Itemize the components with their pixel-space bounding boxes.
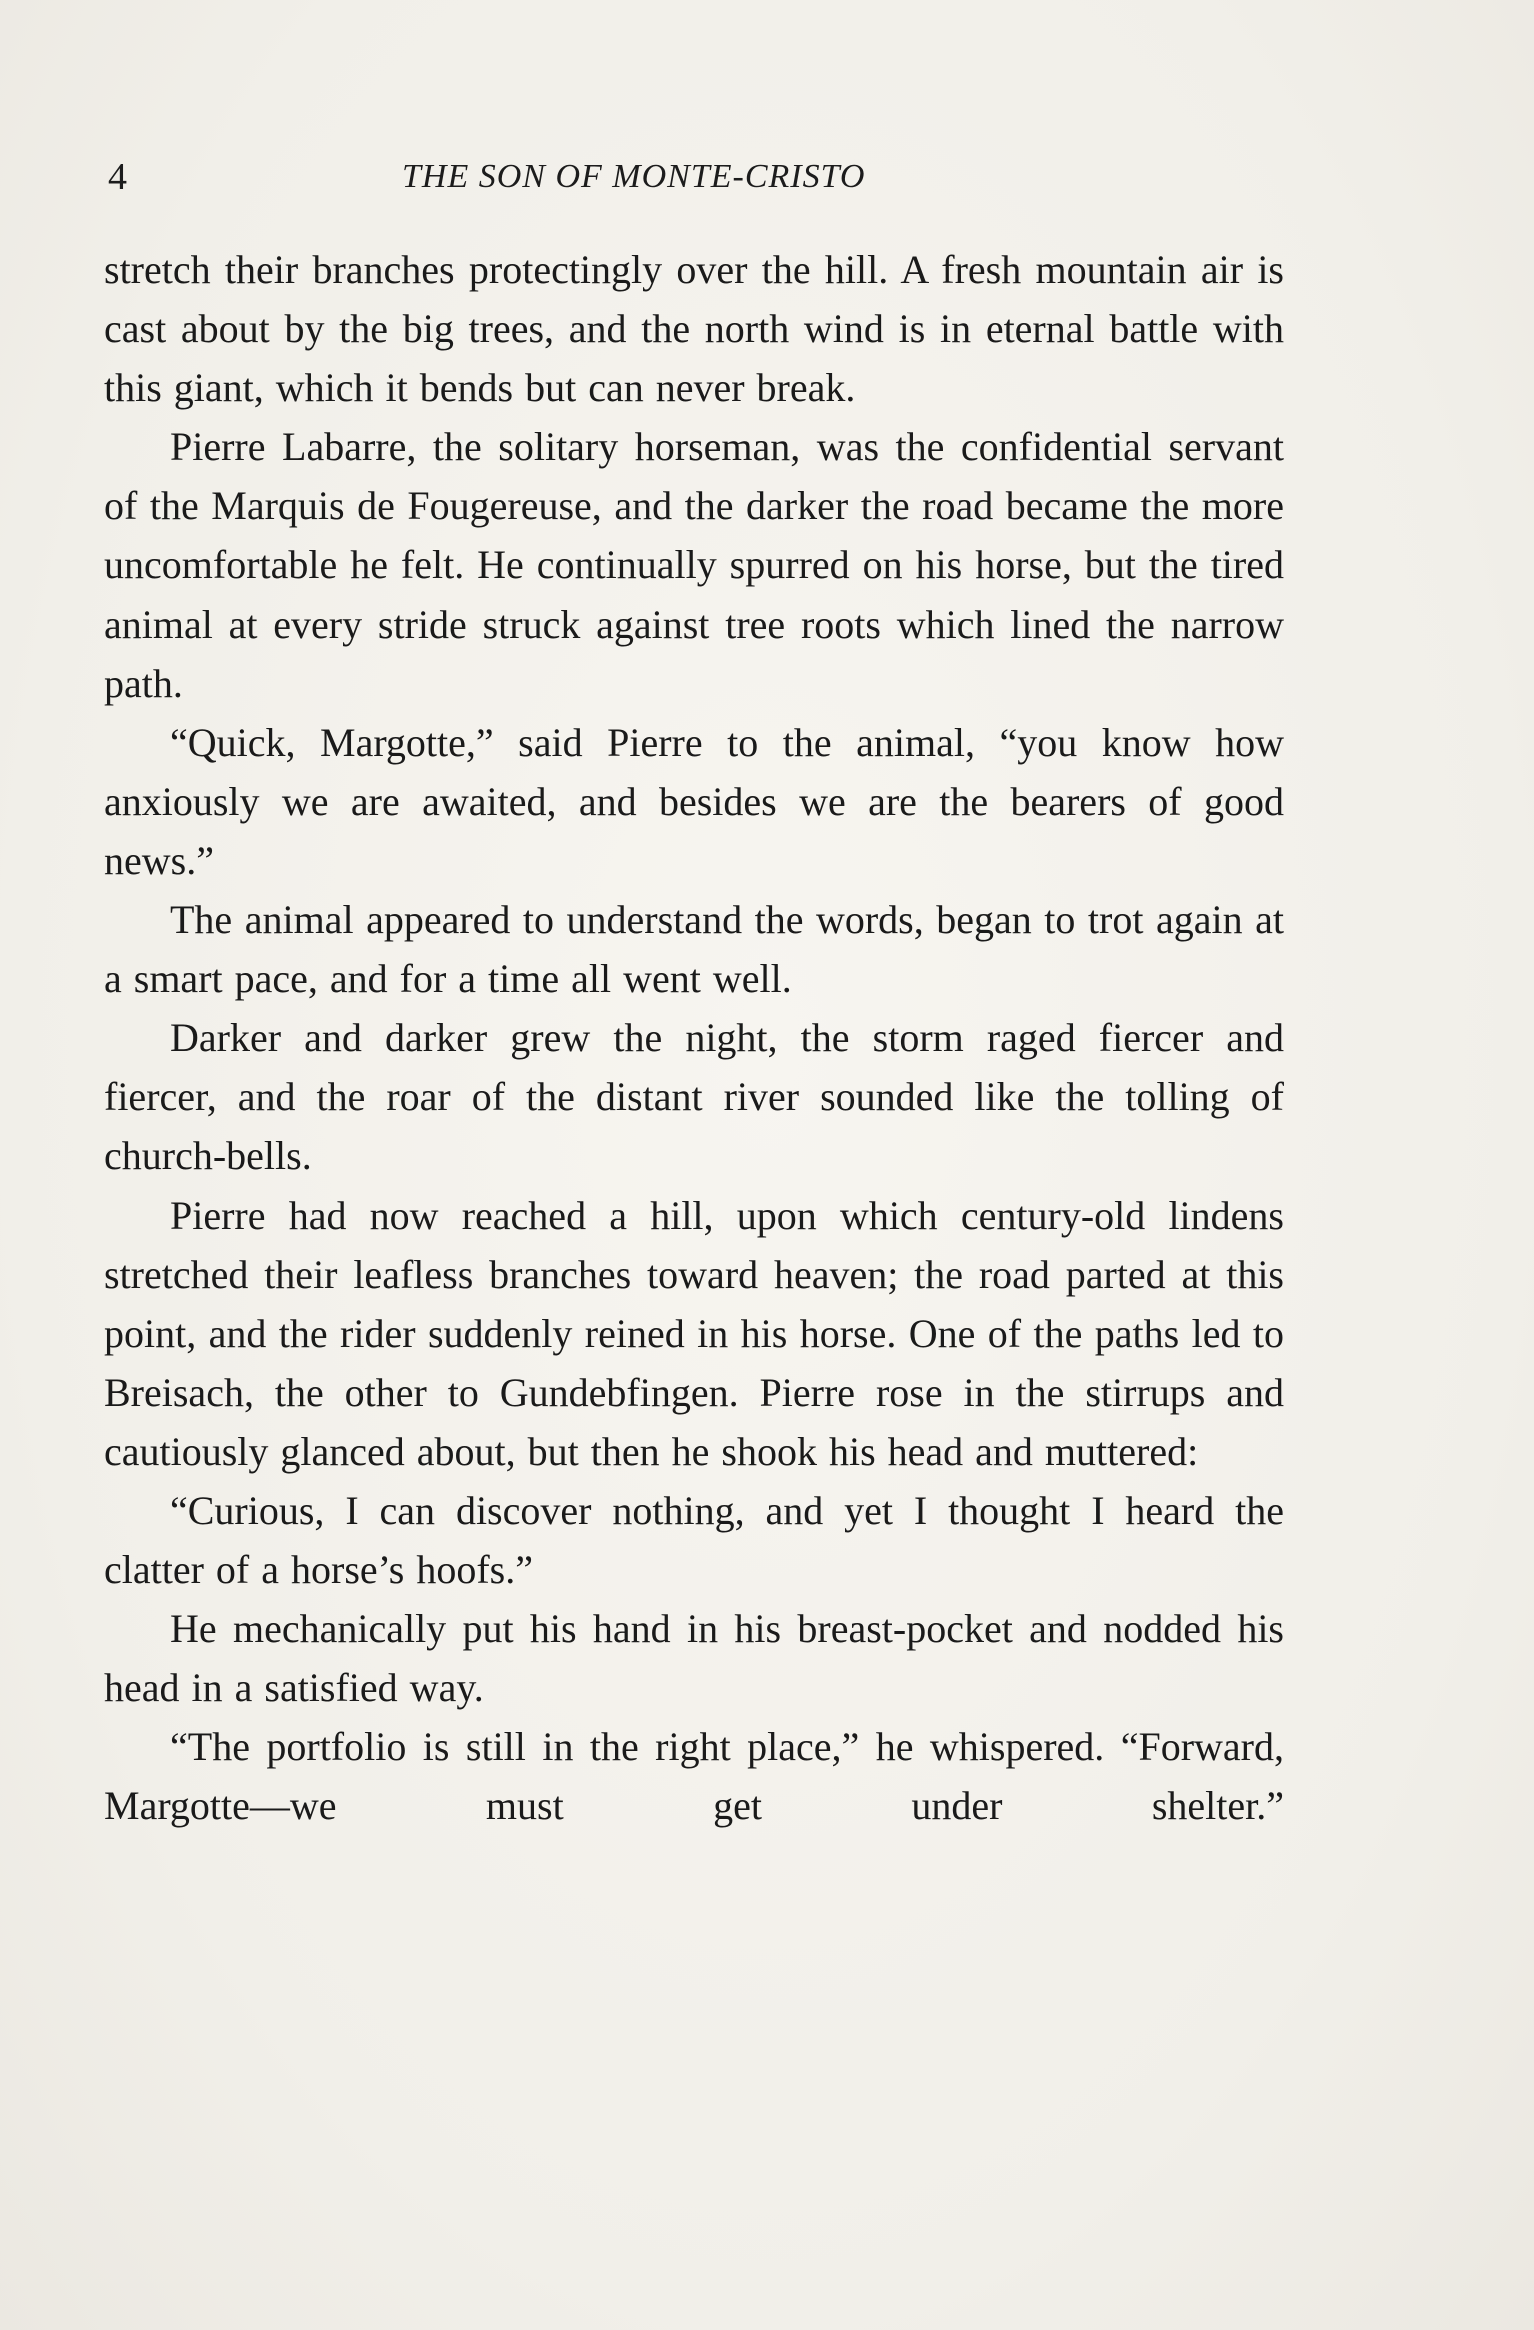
paragraph: stretch their branches protectingly over the hill. A fresh mountain air is cast about by the big trees, and the north wind is in eternal battle with this giant, which it bends but can never break. xyxy=(104,247,1284,411)
paragraph: “Quick, Margotte,” said Pierre to the animal, “you know how anxiously we are awaited, and besides we are the bearers of good news.” xyxy=(104,719,1284,883)
running-head xyxy=(104,152,1284,202)
page-number: 4 xyxy=(108,156,127,198)
paragraph: Pierre Labarre, the solitary horseman, was the confidential servant of the Marquis de Fougereuse, and the darker the road became the more uncomfortable he felt. He continually spurred on his horse, but the tired animal at every stride struck against tree roots which lined the narrow path. xyxy=(104,424,1284,706)
paragraph: The animal appeared to understand the words, began to trot again at a smart pace, and for a time all went well. xyxy=(104,897,1284,1002)
paragraph: Darker and darker grew the night, the storm raged fiercer and fiercer, and the roar of the distant river sounded like the tolling of church-bells. xyxy=(104,1015,1284,1179)
paragraph: “Curious, I can discover nothing, and yet I thought I heard the clatter of a horse’s hoofs.” xyxy=(104,1487,1284,1593)
paragraph: Pierre had now reached a hill, upon which century-old lindens stretched their leafless branches toward heaven; the road parted at this point, and the rider suddenly reined in his horse. One of the paths led to Breisach, the other to Gundebfingen. Pierre rose in the stirrups and cautiously glanced about, but then he shook his head and muttered: xyxy=(104,1192,1284,1474)
body-text xyxy=(104,240,1284,1836)
paragraph: He mechanically put his hand in his breast-pocket and nodded his head in a satisfied way. xyxy=(104,1606,1284,1711)
paragraph: “The portfolio is still in the right place,” he whispered. “Forward, Margotte—we must get under shelter.” xyxy=(104,1724,1284,1829)
running-title: THE SON OF MONTE-CRISTO xyxy=(402,158,866,195)
